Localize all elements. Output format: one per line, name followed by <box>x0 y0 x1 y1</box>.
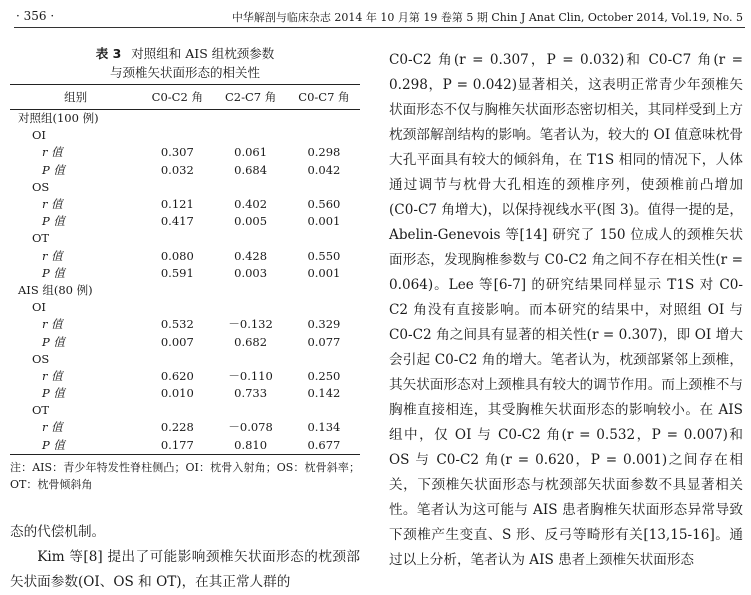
table-cell: 0.810 <box>213 437 287 455</box>
row-label: OS <box>32 351 50 366</box>
header-rule <box>14 27 745 28</box>
table-cell <box>288 282 360 299</box>
row-label: OI <box>32 128 46 143</box>
table-number: 表 3 <box>95 46 122 61</box>
table-cell <box>141 110 213 128</box>
table-cell: 0.005 <box>234 214 268 229</box>
table-row <box>10 162 360 179</box>
table-cell: 0.003 <box>234 265 268 280</box>
table-row <box>10 213 360 230</box>
table-cell <box>213 127 287 144</box>
row-label: r 值 <box>42 145 63 160</box>
table-title-line1: 对照组和 AIS 组枕颈参数 <box>131 46 275 61</box>
table-cell: 0.010 <box>160 386 194 401</box>
table-row <box>10 419 360 436</box>
row-label: OT <box>32 231 50 246</box>
table-cell <box>213 110 287 128</box>
right-paragraph-1: C0-C2 角(r = 0.307，P = 0.032)和 C0-C7 角(r = 0.298，P = 0.042)显著相关，这表明正常青少年颈椎矢状面形态不仅与胸椎矢状面形态密切相关，其同样受到上方枕颈部解剖结构的影响。笔者认为，较大的 OI 值意味枕骨大孔平面具有较大的倾斜角，在 T1S 相同的情况下，人体通过调节与枕骨大孔相连的颈椎序列，使颈椎前凸增加(C0-C7 角增大)，以保持视线水平(图 3)。值得一提的是，Abelin-Genevois 等[14] 研究了 150 位成人的颈椎矢状面形态，发现胸椎参数与 C0-C2 角之间不存在相关性(r = 0.064)。Lee 等[6-7] 的研究结果同样显示 T1S 对 C0-C2 角没有直接影响。而本研究的结果中，对照组 OI 与 C0-C2 角之间具有显著的相关性(r = 0.307)，即 OI 增大会引起 C0-C2 角的增大。笔者认为，枕颈部紧邻上颈椎，其矢状面形态对上颈椎具有较大的调节作用。而上颈椎不与胸椎直接相连，其受胸椎矢状面形态的影响较小。在 AIS 组中，仅 OI 与 C0-C2 角(r = 0.532，P = 0.007)和 OS 与 C0-C2 角(r = 0.620，P = 0.001)之间存在相关，下颈椎矢状面形态与枕颈部矢状面参数不具显著相关性。笔者认为这可能与 AIS 患者胸椎矢状面形态异常导致下颈椎产生变直、S 形、反弓等畸形有关[13,15-16]。通过以上分析，笔者认为 AIS 患者上颈椎矢状面形态 <box>389 52 743 568</box>
table-cell: 0.550 <box>307 248 341 263</box>
table-cell: 0.677 <box>288 437 360 455</box>
running-header <box>0 0 751 28</box>
table-cell <box>141 179 213 196</box>
table-cell: 0.298 <box>307 145 341 160</box>
table-cell: 0.001 <box>307 214 341 229</box>
table-cell <box>213 230 287 247</box>
table-row <box>10 316 360 333</box>
table-row <box>10 351 360 368</box>
table-cell <box>213 351 287 368</box>
table-row <box>10 179 360 196</box>
table-cell: 0.080 <box>160 248 194 263</box>
row-label: P 值 <box>42 214 65 229</box>
table-row <box>10 230 360 247</box>
table-cell: －0.132 <box>228 317 273 332</box>
row-label: OS <box>32 179 50 194</box>
column-header-c0-c2: C0-C2 角 <box>141 85 213 110</box>
table-row <box>10 385 360 402</box>
table-row <box>10 299 360 316</box>
table-cell: 0.560 <box>307 197 341 212</box>
table-cell: 0.061 <box>234 145 268 160</box>
table-cell: 0.142 <box>307 386 341 401</box>
table-cell <box>141 402 213 419</box>
table-cell <box>213 282 287 299</box>
row-label: r 值 <box>42 368 63 383</box>
table-row <box>10 333 360 350</box>
table-cell: 0.329 <box>307 317 341 332</box>
table-row <box>10 402 360 419</box>
table-cell: 0.682 <box>234 334 268 349</box>
table-cell: 0.032 <box>160 162 194 177</box>
table-cell <box>288 127 360 144</box>
row-label: r 值 <box>42 317 63 332</box>
table-row <box>10 144 360 161</box>
row-label: 对照组(100 例) <box>18 111 99 126</box>
row-label: OI <box>32 300 46 315</box>
table-row <box>10 196 360 213</box>
table-cell <box>141 282 213 299</box>
row-label: r 值 <box>42 420 63 435</box>
table-cell <box>141 351 213 368</box>
row-label: r 值 <box>42 248 63 263</box>
table-cell <box>141 299 213 316</box>
table-caption <box>10 44 360 82</box>
table-cell: 0.001 <box>307 265 341 280</box>
correlation-table <box>10 84 360 455</box>
table-cell <box>213 179 287 196</box>
table-title-line2: 与颈椎矢状面形态的相关性 <box>109 65 260 80</box>
table-cell: 0.177 <box>141 437 213 455</box>
row-label: OT <box>32 403 50 418</box>
column-header-c0-c7: C0-C7 角 <box>288 85 360 110</box>
table-cell <box>288 402 360 419</box>
row-label: AIS 组(80 例) <box>18 282 93 297</box>
table-cell <box>288 299 360 316</box>
table-cell: 0.228 <box>160 420 194 435</box>
table-header-row <box>10 85 360 110</box>
table-row <box>10 248 360 265</box>
table-body <box>10 110 360 455</box>
table-cell: 0.402 <box>234 197 268 212</box>
page-number: · 356 · <box>16 9 55 23</box>
table-cell <box>141 230 213 247</box>
left-column <box>10 44 360 493</box>
journal-citation: 中华解剖与临床杂志 2014 年 10 月第 19 卷第 5 期 Chin J Anat Clin, October 2014, Vol.19, No. 5 <box>231 11 743 24</box>
table-cell: 0.007 <box>160 334 194 349</box>
table-cell: －0.110 <box>228 368 273 383</box>
row-label: P 值 <box>42 162 65 177</box>
table-cell <box>288 230 360 247</box>
table-cell: 0.684 <box>234 162 268 177</box>
table-cell: 0.250 <box>307 368 341 383</box>
table-cell: 0.307 <box>160 145 194 160</box>
table-row <box>10 265 360 282</box>
table-cell: 0.428 <box>234 248 268 263</box>
table-cell <box>213 299 287 316</box>
column-header-c2-c7: C2-C7 角 <box>213 85 287 110</box>
table-cell: 0.077 <box>307 334 341 349</box>
table-cell: 0.042 <box>307 162 341 177</box>
left-paragraph-2: Kim 等[8] 提出了可能影响颈椎矢状面形态的枕颈部矢状面参数(OI、OS 和 OT)，在其正常人群的 <box>10 549 360 590</box>
row-label: P 值 <box>42 265 65 280</box>
table-cell: 0.134 <box>307 420 341 435</box>
row-label: P 值 <box>42 334 65 349</box>
table-cell: 0.620 <box>160 368 194 383</box>
row-label: P 值 <box>42 386 65 401</box>
left-paragraph-1: 态的代偿机制。 <box>10 524 106 540</box>
table-row <box>10 368 360 385</box>
table-cell: 0.121 <box>160 197 194 212</box>
table-row <box>10 282 360 299</box>
table-cell: 0.532 <box>160 317 194 332</box>
column-header-group: 组别 <box>10 85 141 110</box>
table-row <box>10 127 360 144</box>
table-cell: 0.591 <box>160 265 194 280</box>
right-column <box>389 48 743 573</box>
left-body-text <box>10 520 360 595</box>
table-cell <box>288 110 360 128</box>
table-cell <box>213 402 287 419</box>
table-cell: 0.417 <box>160 214 194 229</box>
table-cell <box>288 351 360 368</box>
table-row <box>10 437 360 455</box>
row-label: P 值 <box>10 437 141 455</box>
table-note: 注：AIS：青少年特发性脊柱侧凸；OI：枕骨入射角；OS：枕骨斜率；OT：枕骨倾斜角 <box>10 460 360 491</box>
table-cell: 0.733 <box>234 386 268 401</box>
table-cell <box>141 127 213 144</box>
table-cell: －0.078 <box>228 420 273 435</box>
row-label: r 值 <box>42 197 63 212</box>
table-row <box>10 110 360 128</box>
table-cell <box>288 179 360 196</box>
